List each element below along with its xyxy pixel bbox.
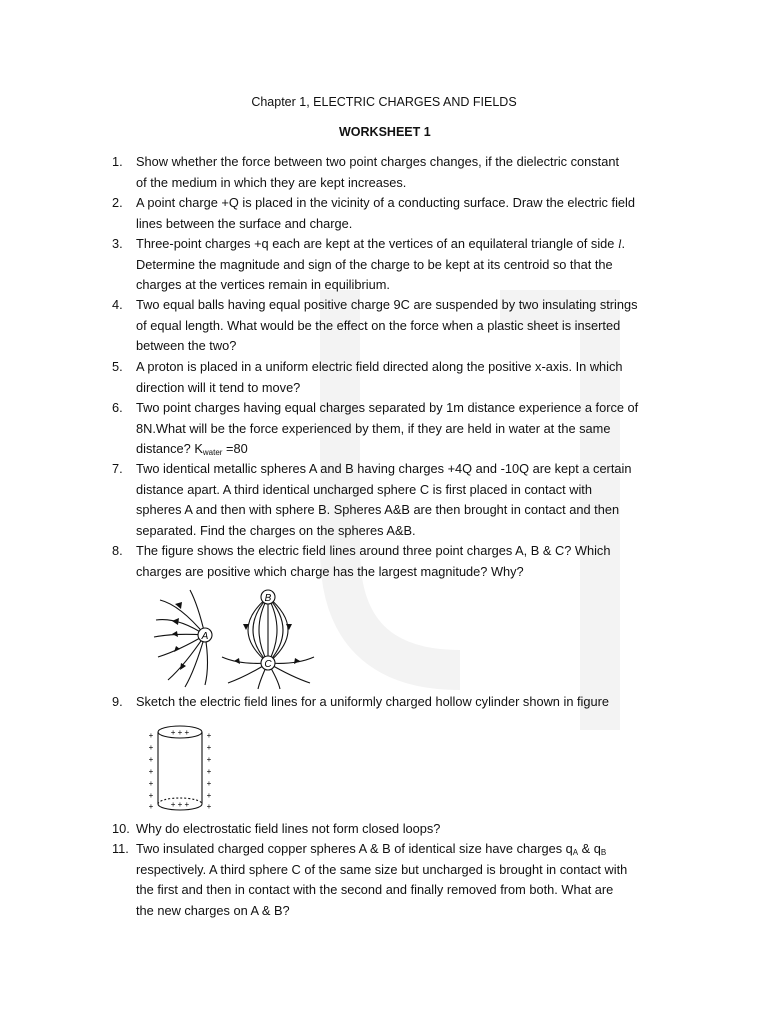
svg-text:+: + bbox=[148, 779, 154, 788]
question-1: 1. Show whether the force between two point charges changes, if the dielectric constant of the medium in which they are kept increases. bbox=[112, 154, 620, 190]
question-4: 4. Two equal balls having equal positive charge 9C are suspended by two insulating strings of equal length. What would be the effect on the force when a plastic sheet is inserted between the two? bbox=[112, 297, 638, 354]
question-9: 9. Sketch the electric field lines for a uniformly charged hollow cylinder shown in figure bbox=[112, 694, 610, 709]
svg-text:+: + bbox=[148, 767, 154, 776]
charged-cylinder-figure bbox=[142, 722, 218, 814]
question-10: 10. Why do electrostatic field lines not form closed loops? bbox=[112, 821, 441, 836]
charge-a-label: A bbox=[201, 631, 209, 642]
charge-b-label: B bbox=[264, 593, 272, 604]
question-7: 7. Two identical metallic spheres A and B having charges +4Q and -10Q are kept a certain distance apart. A third identical uncharged sphere C is first placed in contact with spheres A and then with sphere B. Spheres A&B are then brought in contact and then separated. Find the charges on the spheres A&B. bbox=[112, 461, 632, 538]
svg-text:+: + bbox=[206, 755, 212, 764]
svg-text:+: + bbox=[206, 743, 212, 752]
chapter-title: Chapter 1, ELECTRIC CHARGES AND FIELDS bbox=[251, 95, 517, 109]
question-2: 2. A point charge +Q is placed in the vicinity of a conducting surface. Draw the electric field lines between the surface and charge. bbox=[112, 195, 635, 231]
svg-text:+: + bbox=[206, 802, 212, 811]
top-charges: + + + bbox=[170, 728, 190, 737]
svg-text:+: + bbox=[148, 731, 154, 740]
question-5: 5. A proton is placed in a uniform electric field directed along the positive x-axis. In which direction will it tend to move? bbox=[112, 359, 623, 395]
svg-text:+: + bbox=[148, 743, 154, 752]
svg-text:+: + bbox=[148, 802, 154, 811]
bottom-charges: + + + bbox=[170, 800, 190, 809]
question-6: 6. Two point charges having equal charges separated by 1m distance experience a force of 8N.What will be the force experienced by them, if they are held in water at the same distance? $K_{water} =80$ bbox=[112, 400, 639, 458]
svg-text:+: + bbox=[148, 791, 154, 800]
svg-text:+: + bbox=[206, 791, 212, 800]
svg-text:+: + bbox=[206, 731, 212, 740]
question-11: 11. Two insulated charged copper spheres A & B of identical size have charges $q_A$ & $q_B$ respectively. A third sphere C of the same size but uncharged is brought in contact with the first and then in contact with the second and finally removed from both. What are the new charges on A & B? bbox=[112, 841, 628, 918]
charge-c-label: C bbox=[264, 659, 272, 670]
svg-text:+: + bbox=[206, 767, 212, 776]
question-8: 8. The figure shows the electric field lines around three point charges A, B & C? Which charges are positive which charge has the largest magnitude? Why? bbox=[112, 543, 611, 579]
svg-text:+: + bbox=[206, 779, 212, 788]
question-3: 3. Three-point charges +q each are kept at the vertices of an equilateral triangle of side l. Determine the magnitude and sign of the charge to be kept at its centroid so that the charges at the vertices remain in equilibrium. bbox=[112, 236, 626, 293]
field-lines-figure bbox=[150, 585, 325, 690]
svg-text:+: + bbox=[148, 755, 154, 764]
